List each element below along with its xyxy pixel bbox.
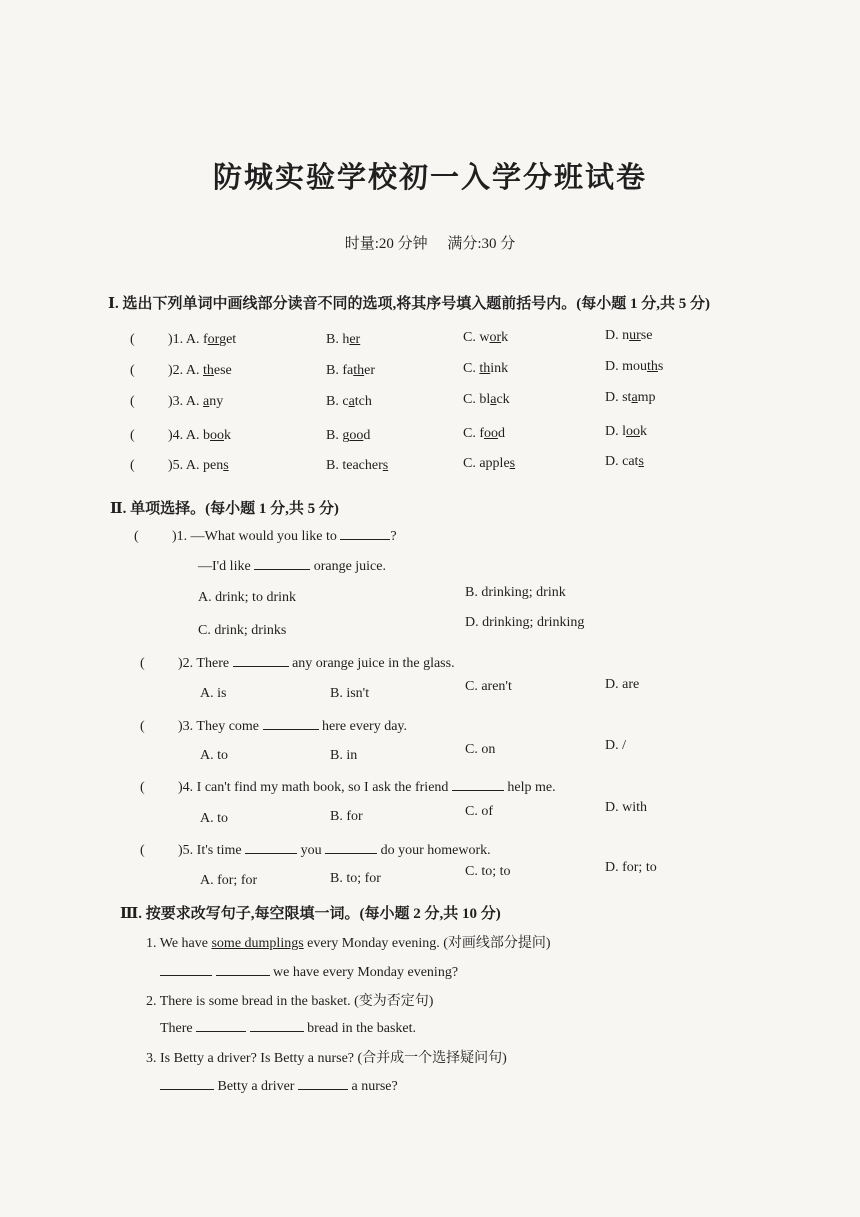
s1-q5-option-a[interactable]: ( )5. A. pens: [130, 458, 229, 473]
s2-q1-option-b[interactable]: B. drinking; drink: [465, 585, 566, 600]
exam-info: [0, 232, 860, 253]
s2-q3-option-c[interactable]: C. on: [465, 742, 496, 757]
s2-q1-option-d[interactable]: D. drinking; drinking: [465, 615, 585, 630]
time-label: 时量:20 分钟: [344, 236, 428, 252]
s1-q4-option-a[interactable]: ( )4. A. book: [130, 428, 231, 443]
s1-q2-option-a[interactable]: ( )2. A. these: [130, 363, 232, 378]
s1-q1-option-c[interactable]: C. work: [463, 330, 509, 345]
s3-q3-answer-line: Betty a driver a nurse?: [160, 1077, 398, 1095]
s1-q2-option-b[interactable]: B. father: [326, 363, 375, 378]
s1-q3-option-c[interactable]: C. black: [463, 392, 510, 407]
s1-q5-option-b[interactable]: B. teachers: [326, 458, 389, 473]
s1-q5-option-d[interactable]: D. cats: [605, 454, 644, 469]
s3-q1-stem: 1. We have some dumplings every Monday evening. (对画线部分提问): [146, 936, 551, 951]
s2-q1-line2: —I'd like orange juice.: [198, 559, 386, 574]
s1-q1-option-d[interactable]: D. nurse: [605, 328, 653, 343]
s3-q2-answer-line: There bread in the basket.: [160, 1021, 417, 1036]
s1-q3-option-b[interactable]: B. catch: [326, 394, 372, 409]
s3-q1-answer-line: we have every Monday evening?: [160, 963, 458, 981]
s2-q4-option-b[interactable]: B. for: [330, 809, 363, 824]
s1-q1-option-b[interactable]: B. her: [326, 332, 361, 347]
s3-q1-blank-2[interactable]: [216, 963, 270, 976]
section2-heading: Ⅱ. 单项选择。(每小题 1 分,共 5 分): [110, 501, 339, 517]
s2-q4-stem: ( )4. I can't find my math book, so I ask the friend help me.: [140, 780, 556, 795]
s3-q2-blank-2[interactable]: [250, 1019, 304, 1032]
s2-q2-option-c[interactable]: C. aren't: [465, 679, 512, 694]
s2-q4-option-a[interactable]: A. to: [200, 811, 228, 826]
s2-q3-option-a[interactable]: A. to: [200, 748, 228, 763]
s1-q4-option-b[interactable]: B. good: [326, 428, 371, 443]
s1-q5-option-c[interactable]: C. apples: [463, 456, 516, 471]
score-label: 满分:30 分: [447, 236, 516, 252]
s2-q3-stem: ( )3. They come here every day.: [140, 719, 407, 734]
section3-heading: Ⅲ. 按要求改写句子,每空限填一词。(每小题 2 分,共 10 分): [120, 906, 501, 922]
s2-q1-option-a[interactable]: A. drink; to drink: [198, 590, 296, 605]
section1-heading: Ⅰ. 选出下列单词中画线部分读音不同的选项,将其序号填入题前括号内。(每小题 1 分,共 5 分): [108, 296, 711, 312]
s2-q5-option-d[interactable]: D. for; to: [605, 860, 657, 875]
s3-q3-blank-2[interactable]: [298, 1077, 348, 1090]
s3-q2-blank-1[interactable]: [196, 1019, 246, 1032]
s1-q3-option-a[interactable]: ( )3. A. any: [130, 394, 224, 409]
s2-q2-option-b[interactable]: B. isn't: [330, 686, 370, 701]
s2-q3-option-b[interactable]: B. in: [330, 748, 358, 763]
s1-q2-option-d[interactable]: D. mouths: [605, 359, 664, 374]
s1-q3-option-d[interactable]: D. stamp: [605, 390, 656, 405]
s1-q2-option-c[interactable]: C. think: [463, 361, 509, 376]
s2-q2-option-d[interactable]: D. are: [605, 677, 640, 692]
s1-q4-option-c[interactable]: C. food: [463, 426, 505, 441]
s3-q3-blank-1[interactable]: [160, 1077, 214, 1090]
s1-q1-option-a[interactable]: ( )1. A. forget: [130, 332, 237, 347]
s2-q2-stem: ( )2. There any orange juice in the glass.: [140, 656, 455, 671]
s2-q4-option-c[interactable]: C. of: [465, 804, 493, 819]
s2-q1-stem: ( )1. —What would you like to ?: [134, 529, 397, 544]
s2-q1-option-c[interactable]: C. drink; drinks: [198, 623, 287, 638]
s3-q3-stem: 3. Is Betty a driver? Is Betty a nurse? (合并成一个选择疑问句): [146, 1051, 507, 1066]
s2-q5-stem: ( )5. It's time you do your homework.: [140, 843, 491, 858]
s2-q3-option-d[interactable]: D. /: [605, 738, 626, 753]
s2-q2-option-a[interactable]: A. is: [200, 686, 227, 701]
s2-q5-option-c[interactable]: C. to; to: [465, 864, 511, 879]
s2-q5-option-a[interactable]: A. for; for: [200, 873, 258, 888]
s1-q4-option-d[interactable]: D. look: [605, 424, 647, 439]
exam-title: 防城实验学校初一入学分班试卷: [212, 160, 647, 194]
s3-q2-stem: 2. There is some bread in the basket. (变为否定句): [146, 994, 434, 1009]
s2-q5-option-b[interactable]: B. to; for: [330, 871, 381, 886]
s3-q1-blank-1[interactable]: [160, 963, 212, 976]
s2-q4-option-d[interactable]: D. with: [605, 800, 647, 815]
